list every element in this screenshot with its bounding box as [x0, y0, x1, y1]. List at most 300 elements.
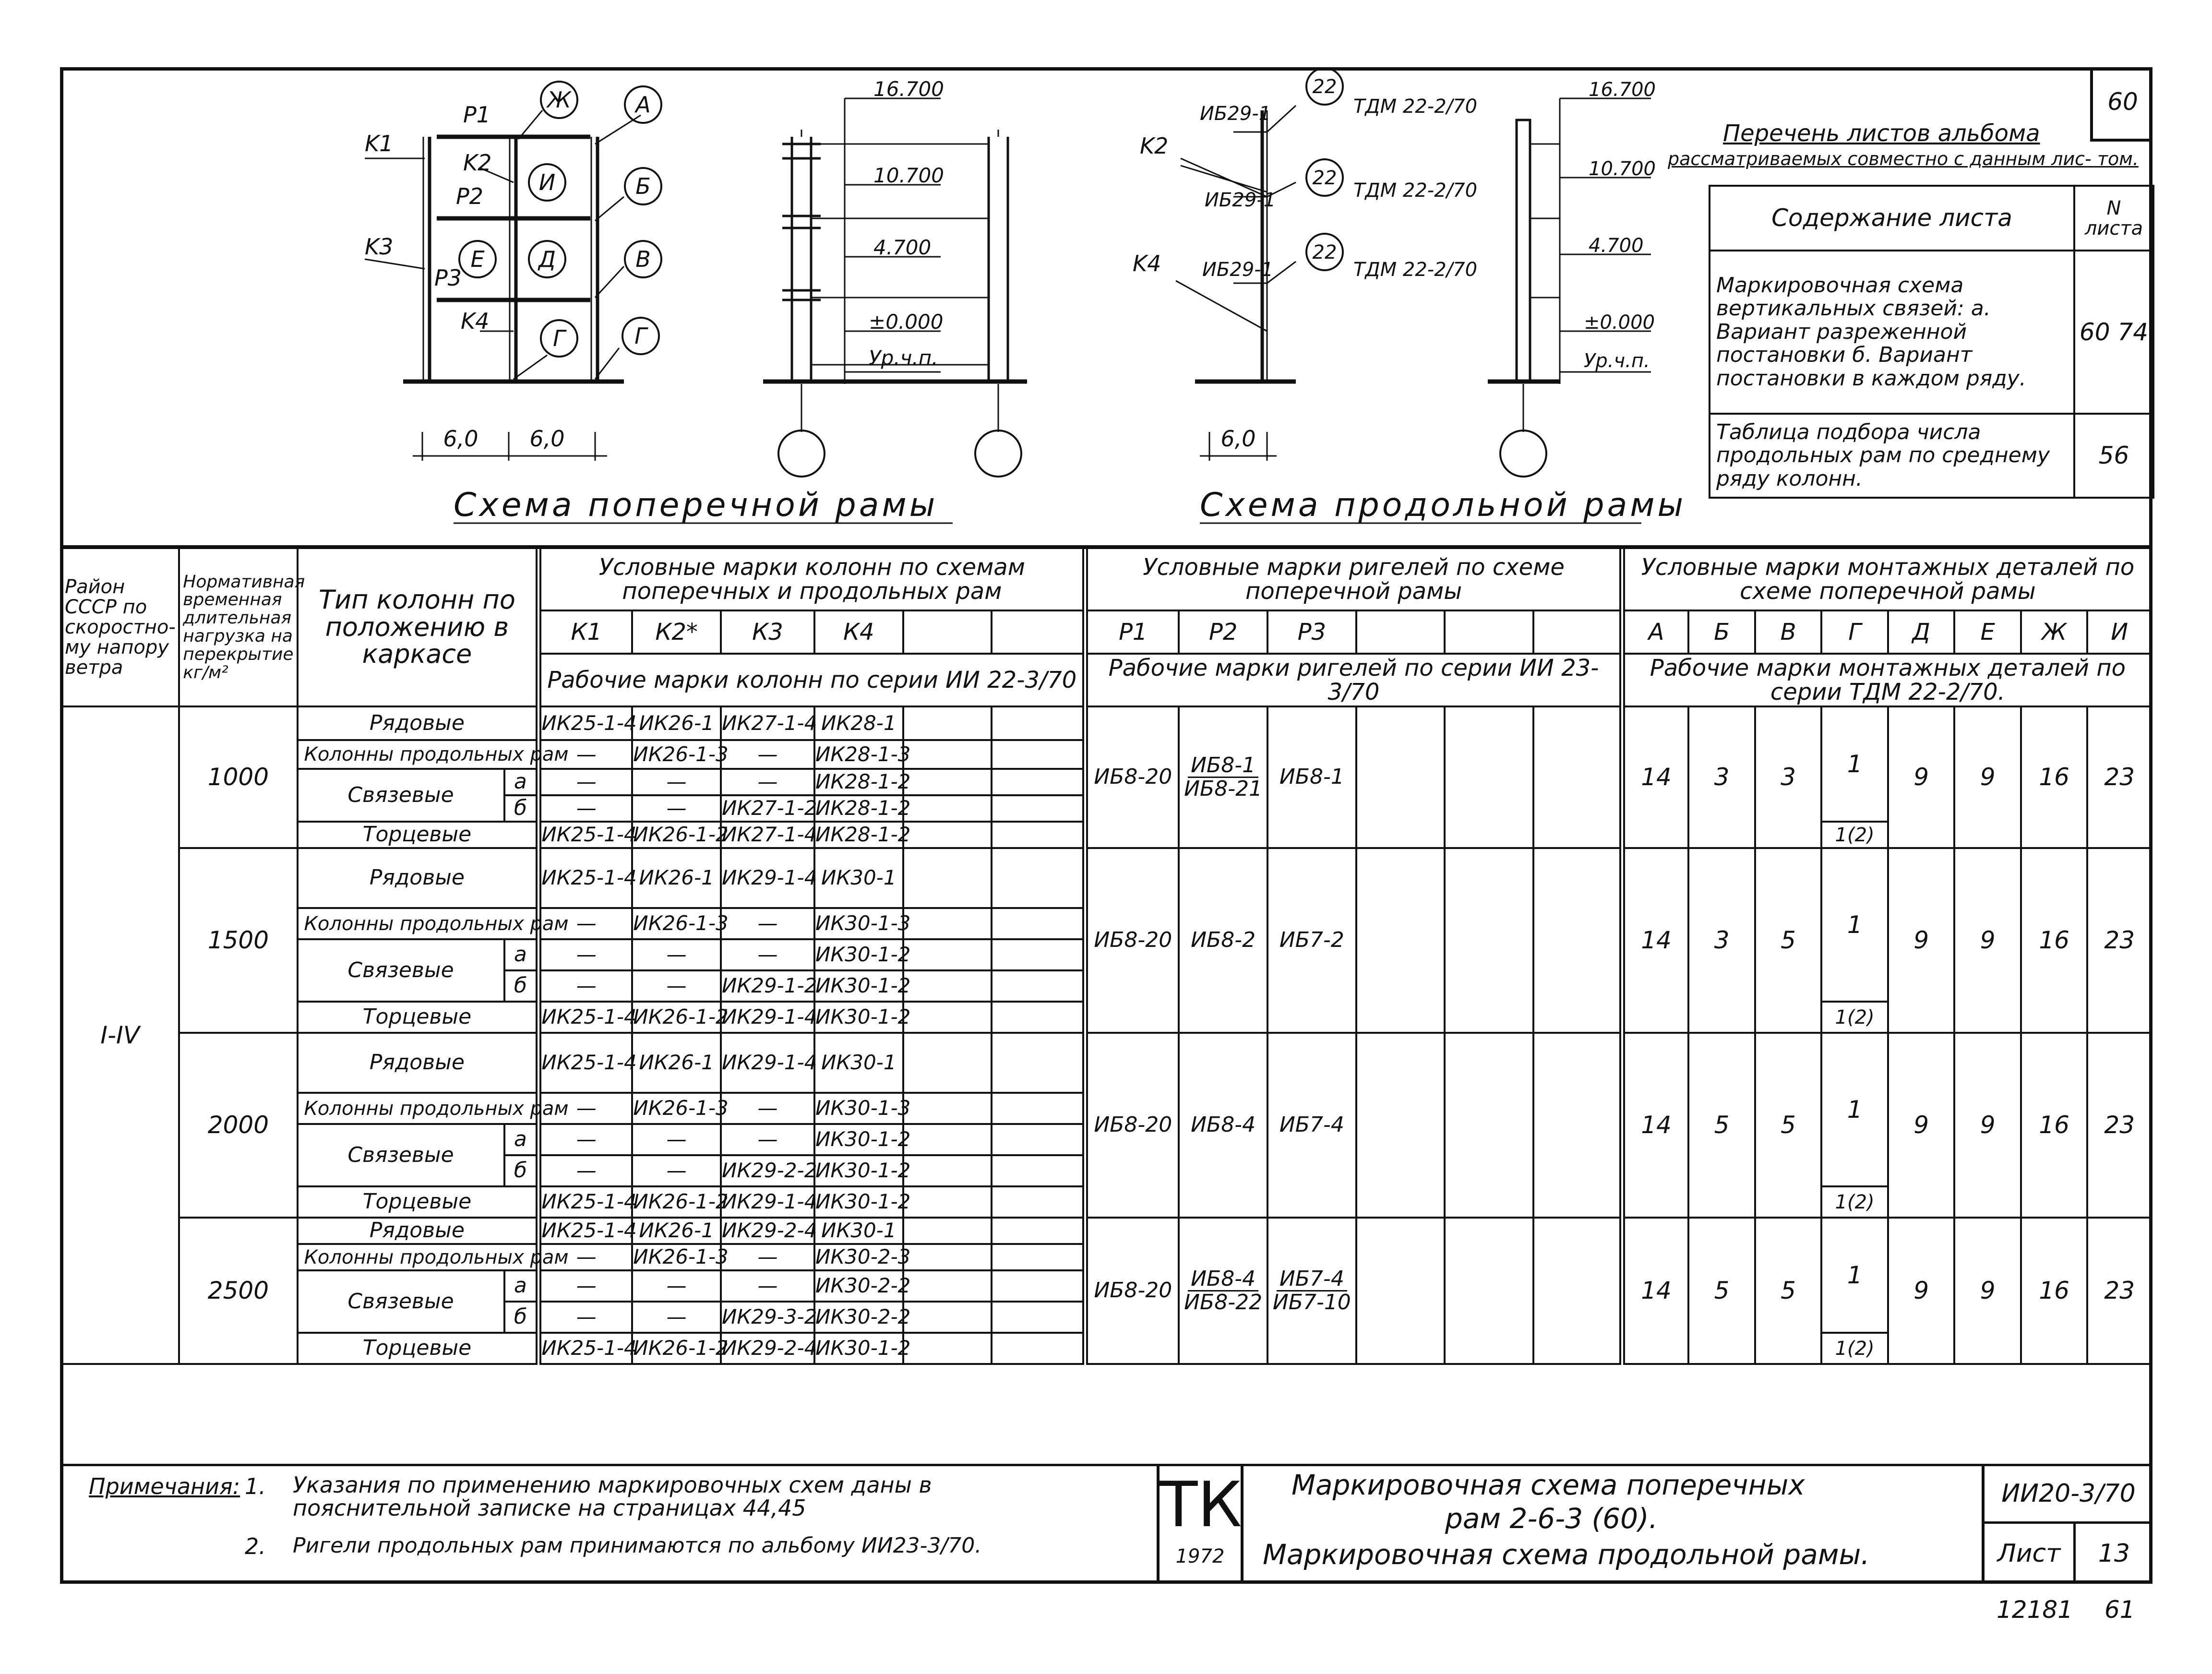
detail-cell: 9	[1888, 1033, 1955, 1218]
empty-cell	[992, 1244, 1085, 1270]
col-mark-cell: ИК25-1-4	[538, 706, 632, 740]
col-mark-cell: ИК27-1-2	[721, 795, 814, 822]
sheet-list-row-2-num: 56	[2074, 414, 2153, 498]
col-mark-cell: —	[632, 1302, 721, 1333]
col-mark-cell: —	[538, 1244, 632, 1270]
type-long: Колонны продольных рам	[298, 1093, 539, 1124]
col-mark-cell: ИК25-1-4	[538, 1033, 632, 1093]
circle-v: В	[635, 246, 651, 272]
empty-cell	[903, 1093, 992, 1124]
ls-elev-4700: 4.700	[1589, 235, 1644, 257]
sheet-list-title: Перечень листов альбома	[1723, 120, 2040, 147]
empty-cell	[903, 939, 992, 970]
type-end: Торцевые	[298, 1002, 539, 1033]
stamp-logo-cell	[1157, 1464, 1241, 1584]
col-mark-cell: ИК26-1-2	[632, 1002, 721, 1033]
empty-cell	[903, 740, 992, 769]
beam-p1: ИБ8-20	[1085, 1218, 1179, 1364]
empty-cell	[992, 1218, 1085, 1244]
sheet-list-row-1-nums: 60 74	[2074, 251, 2153, 414]
col-mark-cell: ИК30-1-2	[814, 1186, 903, 1218]
col-mark-cell: ИК26-1-3	[632, 1244, 721, 1270]
col-mark-cell: ИК26-1	[632, 1033, 721, 1093]
detail-cell: 16	[2021, 1033, 2088, 1218]
sheet-list-row-2: Таблица подбора числа продольных рам по среднему ряду колонн.	[1710, 414, 2074, 498]
empty-cell	[1445, 1033, 1533, 1218]
code-a: А	[1622, 610, 1689, 654]
col-mark-cell: ИК26-1-3	[632, 1093, 721, 1124]
cross-frame-schematic	[365, 110, 641, 461]
hdr-det-work: Рабочие марки монтажных деталей по серии ТДМ 22-2/70.	[1622, 654, 2152, 706]
col-mark-cell: ИК29-1-4	[721, 1033, 814, 1093]
col-mark-cell: ИК26-1-2	[632, 822, 721, 848]
col-mark-cell: ИК29-2-2	[721, 1155, 814, 1186]
beam-p3-bottom: ИБ7-10	[1272, 1290, 1351, 1315]
span-1: 6,0	[443, 426, 478, 452]
detail-cell: 5	[1755, 1033, 1822, 1218]
empty-cell	[903, 1124, 992, 1155]
col-mark-cell: ИК30-1-2	[814, 1002, 903, 1033]
empty-cell	[903, 1186, 992, 1218]
lf-circle-2: 22	[1312, 167, 1337, 189]
col-mark-cell: —	[538, 939, 632, 970]
beam-p1: ИБ8-20	[1085, 706, 1179, 848]
detail-cell: 3	[1755, 706, 1822, 848]
empty-cell	[1533, 1033, 1622, 1218]
circle-i: И	[538, 169, 556, 195]
code-p2: Р2	[1179, 610, 1267, 654]
sheet-corner-number: 60	[2107, 88, 2138, 116]
code-empty	[1445, 610, 1533, 654]
empty-cell	[903, 1155, 992, 1186]
col-mark-cell: —	[721, 1093, 814, 1124]
marking-table	[60, 547, 2152, 1365]
empty-cell	[1533, 706, 1622, 848]
label-p3: P3	[434, 265, 462, 291]
code-k1: К1	[538, 610, 632, 654]
type-long: Колонны продольных рам	[298, 908, 539, 939]
col-mark-cell: ИК30-1-3	[814, 908, 903, 939]
label-k1: K1	[365, 131, 394, 156]
circle-e: Е	[470, 246, 485, 272]
beam-p2	[1179, 848, 1267, 1033]
sheet-corner-box	[2090, 67, 2152, 142]
col-mark-cell: ИК28-1	[814, 706, 903, 740]
col-mark-cell: ИК26-1	[632, 706, 721, 740]
code-b: Б	[1688, 610, 1755, 654]
type-bond-a: а	[504, 939, 539, 970]
detail-cell: 5	[1688, 1033, 1755, 1218]
code-g: Г	[1821, 610, 1888, 654]
col-mark-cell: —	[721, 769, 814, 795]
col-mark-cell: ИК25-1-4	[538, 822, 632, 848]
col-mark-cell: —	[538, 908, 632, 939]
note-1-num: 1.	[245, 1473, 266, 1499]
detail-cell: 3	[1688, 848, 1755, 1033]
stamp-series: ИИ20-3/70	[1985, 1464, 2152, 1524]
detail-cell: 1	[1821, 848, 1888, 1002]
stamp-logo: ТК	[1160, 1468, 1242, 1541]
empty-cell	[903, 848, 992, 908]
lf-beam-1: ИБ29-1	[1200, 103, 1271, 125]
type-end: Торцевые	[298, 1333, 539, 1364]
col-mark-cell: ИК26-1-3	[632, 740, 721, 769]
ls-elev-zero: ±0.000	[1584, 311, 1655, 334]
type-bond: Связевые	[298, 1270, 504, 1333]
hdr-col-marks: Условные марки колонн по схемам поперечных и продольных рам	[538, 548, 1085, 610]
cross-frame-caption: Схема поперечной рамы	[454, 486, 938, 524]
circle-zh: Ж	[547, 87, 571, 113]
empty-cell	[992, 939, 1085, 970]
type-long: Колонны продольных рам	[298, 740, 539, 769]
lf-tdm-1: ТДМ 22-2/70	[1353, 96, 1478, 118]
type-bond-b: б	[504, 970, 539, 1002]
col-mark-cell: —	[632, 939, 721, 970]
code-empty	[1356, 610, 1445, 654]
cs-elev-4700: 4.700	[873, 236, 932, 259]
stamp-year: 1972	[1175, 1545, 1225, 1567]
col-mark-cell: —	[538, 1124, 632, 1155]
load-cell: 2000	[179, 1033, 297, 1218]
sheet-list-col-num: N листа	[2074, 186, 2153, 251]
label-k4: K4	[461, 308, 490, 334]
detail-cell: 1	[1821, 706, 1888, 822]
detail-cell: 14	[1622, 1218, 1689, 1364]
beam-p3	[1267, 1033, 1356, 1218]
col-mark-cell: ИК26-1	[632, 1218, 721, 1244]
empty-cell	[992, 795, 1085, 822]
detail-g-extra: 1(2)	[1821, 1002, 1888, 1033]
lf-tdm-2: ТДМ 22-2/70	[1353, 179, 1478, 202]
col-mark-cell: —	[538, 740, 632, 769]
lf-label-k2: K2	[1140, 133, 1169, 159]
empty-cell	[903, 795, 992, 822]
beam-p3-top: ИБ7-4	[1277, 1268, 1347, 1291]
col-mark-cell: —	[538, 1302, 632, 1333]
detail-cell: 9	[1888, 1218, 1955, 1364]
lf-span: 6,0	[1220, 426, 1256, 452]
code-e: Е	[1954, 610, 2021, 654]
empty-cell	[992, 1093, 1085, 1124]
type-bond-a: а	[504, 769, 539, 795]
detail-g-extra: 1(2)	[1821, 822, 1888, 848]
col-mark-cell: ИК29-3-2	[721, 1302, 814, 1333]
type-bond-b: б	[504, 1155, 539, 1186]
beam-p2-top: ИБ8-4	[1191, 1112, 1256, 1137]
span-2: 6,0	[529, 426, 565, 452]
title-block	[1157, 1464, 2152, 1584]
col-mark-cell: ИК30-2-2	[814, 1302, 903, 1333]
long-frame-schematic	[1176, 106, 1296, 461]
col-mark-cell: —	[632, 1124, 721, 1155]
ls-elev-10700: 10.700	[1589, 158, 1656, 180]
detail-cell: 9	[1954, 706, 2021, 848]
lf-label-k4: K4	[1133, 251, 1161, 276]
circle-g1: Г	[553, 325, 565, 351]
code-empty	[903, 610, 992, 654]
empty-cell	[992, 740, 1085, 769]
stamp-top-border	[1157, 1464, 2152, 1466]
empty-cell	[1445, 1218, 1533, 1364]
empty-cell	[992, 1186, 1085, 1218]
cs-elev-floor: Ур.ч.п.	[869, 346, 938, 370]
stamp-title-1: Маркировочная схема поперечных	[1291, 1469, 1805, 1501]
empty-cell	[903, 1302, 992, 1333]
hdr-region: Район СССР по скоростно- му напору ветра	[61, 548, 179, 706]
empty-cell	[992, 908, 1085, 939]
stamp-title-cell	[1241, 1464, 1985, 1584]
sheet-list-subtitle: рассматриваемых совместно с данным лис- том.	[1668, 148, 2139, 169]
notes-top-border	[60, 1464, 1157, 1466]
col-mark-cell: ИК25-1-4	[538, 1186, 632, 1218]
type-bond: Связевые	[298, 939, 504, 1002]
sheet-list-row-1: Маркировочная схема вертикальных связей: а. Вариант разреженной постановки б. Вариант постановки в каждом ряду.	[1710, 251, 2074, 414]
code-empty	[1533, 610, 1622, 654]
detail-cell: 14	[1622, 848, 1689, 1033]
detail-cell: 14	[1622, 1033, 1689, 1218]
col-mark-cell: —	[538, 795, 632, 822]
table-row	[61, 706, 2152, 740]
sheet-list-col-content: Содержание листа	[1710, 186, 2074, 251]
empty-cell	[1356, 1033, 1445, 1218]
col-mark-cell: ИК30-1-2	[814, 970, 903, 1002]
empty-cell	[992, 822, 1085, 848]
circle-g2: Г	[634, 323, 647, 349]
code-p3: Р3	[1267, 610, 1356, 654]
detail-cell: 5	[1688, 1218, 1755, 1364]
type-bond-b: б	[504, 1302, 539, 1333]
detail-cell: 9	[1888, 706, 1955, 848]
detail-cell: 1	[1821, 1033, 1888, 1186]
beam-p3-top: ИБ7-4	[1279, 1112, 1344, 1137]
empty-cell	[903, 970, 992, 1002]
col-mark-cell: —	[632, 769, 721, 795]
label-p2: P2	[456, 183, 484, 209]
sheet-list-table	[1709, 185, 2154, 499]
beam-p3-top: ИБ7-2	[1279, 928, 1344, 953]
empty-cell	[992, 1302, 1085, 1333]
cs-elev-10700: 10.700	[873, 164, 944, 187]
ls-elev-floor: Ур.ч.п.	[1584, 350, 1650, 372]
col-mark-cell: ИК30-1	[814, 848, 903, 908]
col-mark-cell: —	[632, 1270, 721, 1302]
lf-circle-1: 22	[1312, 76, 1337, 98]
empty-cell	[903, 822, 992, 848]
detail-cell: 9	[1954, 1218, 2021, 1364]
col-mark-cell: —	[538, 1155, 632, 1186]
type-row: Рядовые	[298, 1218, 539, 1244]
beam-p2-top: ИБ8-4	[1188, 1268, 1258, 1291]
beam-p3	[1267, 1218, 1356, 1364]
empty-cell	[903, 1333, 992, 1364]
empty-cell	[992, 1033, 1085, 1093]
col-mark-cell: —	[721, 1270, 814, 1302]
type-bond-b: б	[504, 795, 539, 822]
col-mark-cell: ИК28-1-2	[814, 822, 903, 848]
circle-a: А	[635, 92, 651, 118]
col-mark-cell: ИК29-1-4	[721, 848, 814, 908]
detail-cell: 1	[1821, 1218, 1888, 1333]
hdr-det-marks: Условные марки монтажных деталей по схеме поперечной рамы	[1622, 548, 2152, 610]
empty-cell	[992, 769, 1085, 795]
empty-cell	[1356, 848, 1445, 1033]
empty-cell	[1356, 1218, 1445, 1364]
beam-p3	[1267, 706, 1356, 848]
col-mark-cell: ИК26-1-2	[632, 1186, 721, 1218]
type-row: Рядовые	[298, 706, 539, 740]
hdr-beam-work: Рабочие марки ригелей по серии ИИ 23-3/70	[1085, 654, 1622, 706]
col-mark-cell: ИК29-1-2	[721, 970, 814, 1002]
col-mark-cell: ИК30-1	[814, 1033, 903, 1093]
cross-section-drawing	[763, 98, 1027, 477]
detail-g-extra: 1(2)	[1821, 1333, 1888, 1364]
col-mark-cell: —	[721, 740, 814, 769]
beam-p2-top: ИБ8-1	[1188, 754, 1258, 778]
beam-p3-top: ИБ8-1	[1279, 765, 1344, 789]
col-mark-cell: —	[721, 1124, 814, 1155]
empty-cell	[992, 970, 1085, 1002]
empty-cell	[992, 1155, 1085, 1186]
table-row	[61, 848, 2152, 908]
beam-p2-bottom: ИБ8-21	[1184, 777, 1263, 801]
type-bond: Связевые	[298, 1124, 504, 1186]
code-k4: К4	[814, 610, 903, 654]
col-mark-cell: —	[721, 908, 814, 939]
detail-cell: 14	[1622, 706, 1689, 848]
empty-cell	[1445, 848, 1533, 1033]
col-mark-cell: ИК30-2-2	[814, 1270, 903, 1302]
col-mark-cell: ИК30-1-2	[814, 1333, 903, 1364]
col-mark-cell: —	[538, 1093, 632, 1124]
detail-cell: 5	[1755, 848, 1822, 1033]
empty-cell	[1533, 1218, 1622, 1364]
code-d: Д	[1888, 610, 1955, 654]
empty-cell	[992, 1270, 1085, 1302]
detail-cell: 9	[1888, 848, 1955, 1033]
col-mark-cell: ИК25-1-4	[538, 1218, 632, 1244]
empty-cell	[903, 706, 992, 740]
cs-elev-zero: ±0.000	[869, 310, 944, 334]
stamp-sheet-label: Лист	[1985, 1524, 2076, 1584]
type-row: Рядовые	[298, 848, 539, 908]
label-k2: K2	[463, 150, 492, 176]
long-frame-caption: Схема продольной рамы	[1200, 486, 1686, 524]
beam-p3	[1267, 848, 1356, 1033]
col-mark-cell: ИК30-1-3	[814, 1093, 903, 1124]
empty-cell	[1445, 706, 1533, 848]
code-v: В	[1755, 610, 1822, 654]
beam-p1: ИБ8-20	[1085, 1033, 1179, 1218]
col-mark-cell: ИК29-2-4	[721, 1218, 814, 1244]
label-k3: K3	[365, 234, 394, 260]
col-mark-cell: ИК30-1-2	[814, 939, 903, 970]
col-mark-cell: ИК25-1-4	[538, 848, 632, 908]
type-long: Колонны продольных рам	[298, 1244, 539, 1270]
detail-cell: 5	[1755, 1218, 1822, 1364]
empty-cell	[903, 1218, 992, 1244]
hdr-load: Нормативная временная длительная нагрузка на перекрытие кг/м²	[179, 548, 297, 706]
col-mark-cell: —	[538, 769, 632, 795]
col-mark-cell: —	[632, 795, 721, 822]
stamp-sheet-num: 13	[2098, 1539, 2130, 1568]
beam-p2	[1179, 1218, 1267, 1364]
beam-p2	[1179, 1033, 1267, 1218]
col-mark-cell: ИК29-1-4	[721, 1186, 814, 1218]
table-row	[61, 1033, 2152, 1093]
hdr-beam-marks: Условные марки ригелей по схеме поперечной рамы	[1085, 548, 1622, 610]
code-zh: Ж	[2021, 610, 2088, 654]
col-mark-cell: —	[538, 1270, 632, 1302]
type-bond-a: а	[504, 1270, 539, 1302]
col-mark-cell: ИК28-1-2	[814, 795, 903, 822]
type-bond-a: а	[504, 1124, 539, 1155]
empty-cell	[903, 769, 992, 795]
col-mark-cell: ИК30-1-2	[814, 1155, 903, 1186]
code-k3: К3	[721, 610, 814, 654]
detail-cell: 16	[2021, 706, 2088, 848]
footer-left-number: 12181	[1997, 1596, 2073, 1624]
label-p1: P1	[463, 102, 491, 128]
col-mark-cell: ИК29-2-4	[721, 1333, 814, 1364]
col-mark-cell: —	[721, 1244, 814, 1270]
detail-cell: 23	[2087, 706, 2152, 848]
code-i: И	[2087, 610, 2152, 654]
lf-beam-2: ИБ29-1	[1205, 189, 1276, 211]
beam-p2-bottom: ИБ8-22	[1184, 1290, 1263, 1315]
ls-elev-16700: 16.700	[1589, 79, 1656, 101]
table-body	[61, 706, 2152, 1364]
detail-cell: 3	[1688, 706, 1755, 848]
lf-circle-3: 22	[1312, 241, 1337, 263]
code-empty	[992, 610, 1085, 654]
empty-cell	[1356, 706, 1445, 848]
col-mark-cell: ИК27-1-4	[721, 706, 814, 740]
note-2: Ригели продольных рам принимаются по альбому ИИ23-3/70.	[293, 1533, 982, 1558]
empty-cell	[992, 1124, 1085, 1155]
empty-cell	[992, 1002, 1085, 1033]
detail-cell: 16	[2021, 1218, 2088, 1364]
col-mark-cell: ИК28-1-3	[814, 740, 903, 769]
hdr-col-work: Рабочие марки колонн по серии ИИ 22-3/70	[538, 654, 1085, 706]
empty-cell	[992, 1333, 1085, 1364]
col-mark-cell: —	[632, 970, 721, 1002]
code-k2: К2*	[632, 610, 721, 654]
code-p1: Р1	[1085, 610, 1179, 654]
empty-cell	[903, 1002, 992, 1033]
note-2-num: 2.	[245, 1533, 266, 1559]
lf-tdm-3: ТДМ 22-2/70	[1353, 259, 1478, 281]
long-section-drawing	[1488, 98, 1651, 477]
detail-cell: 9	[1954, 848, 2021, 1033]
detail-cell: 23	[2087, 1218, 2152, 1364]
detail-cell: 23	[2087, 1033, 2152, 1218]
type-end: Торцевые	[298, 1186, 539, 1218]
col-mark-cell: ИК26-1-3	[632, 908, 721, 939]
col-mark-cell: ИК28-1-2	[814, 769, 903, 795]
lf-beam-3: ИБ29-1	[1202, 259, 1274, 281]
region-cell: I-IV	[61, 706, 179, 1364]
empty-cell	[992, 706, 1085, 740]
col-mark-cell: ИК27-1-4	[721, 822, 814, 848]
col-mark-cell: ИК30-2-3	[814, 1244, 903, 1270]
empty-cell	[992, 848, 1085, 908]
col-mark-cell: —	[721, 939, 814, 970]
hdr-col-type: Тип колонн по положению в каркасе	[298, 548, 539, 706]
type-row: Рядовые	[298, 1033, 539, 1093]
col-mark-cell: ИК30-1	[814, 1218, 903, 1244]
col-mark-cell: ИК30-1-2	[814, 1124, 903, 1155]
table-row	[61, 1218, 2152, 1244]
